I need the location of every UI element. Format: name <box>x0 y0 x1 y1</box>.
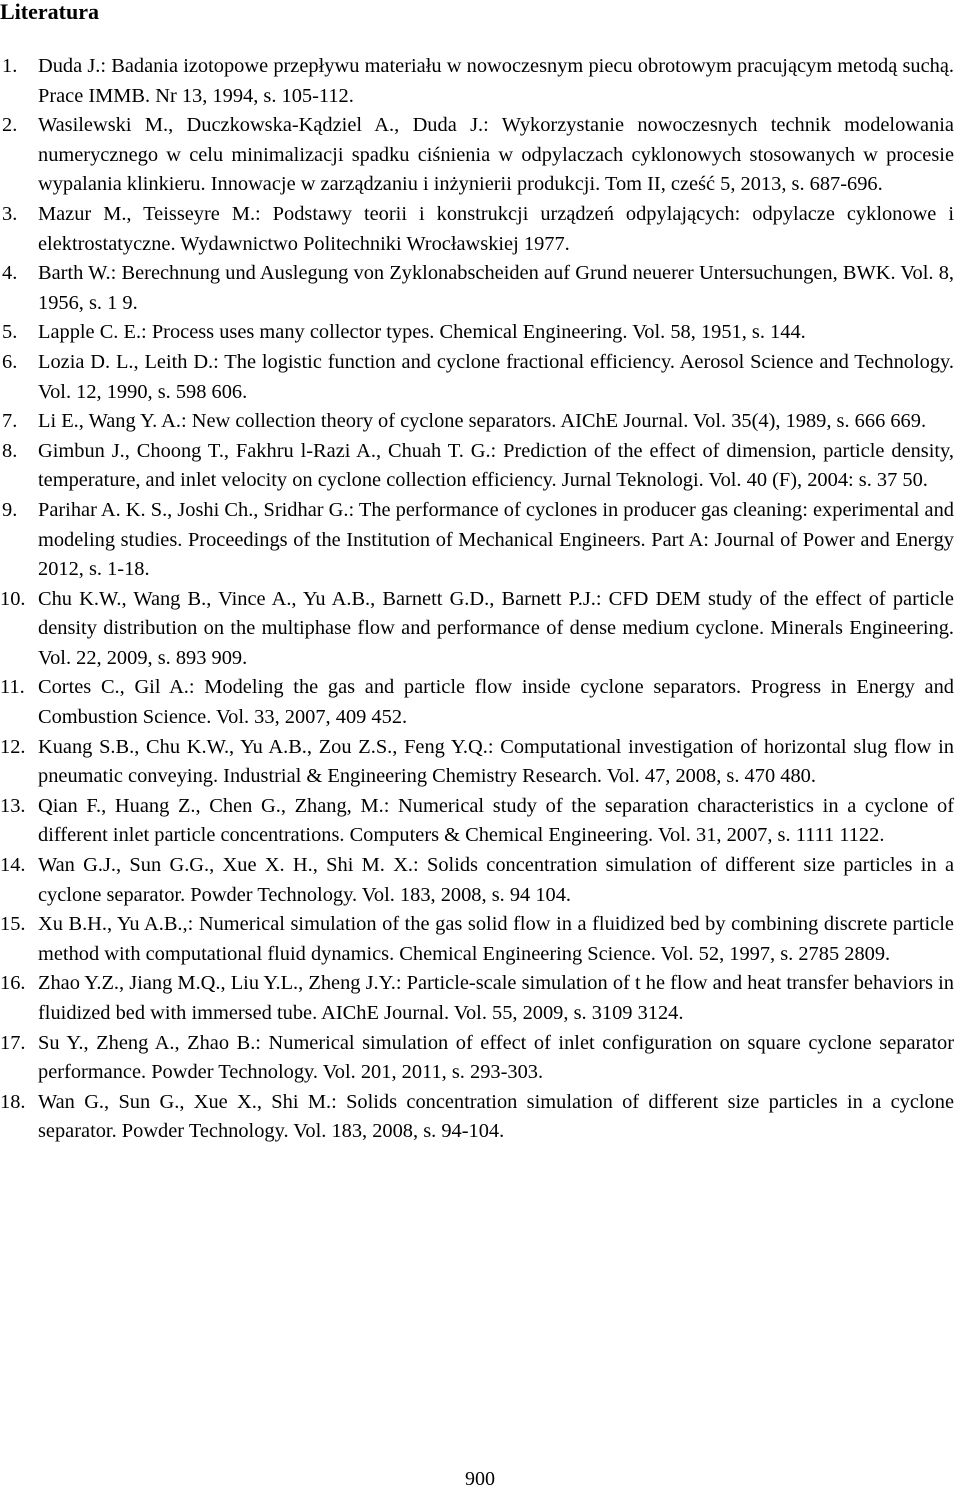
reference-text: Su Y., Zheng A., Zhao B.: Numerical simulation of effect of inlet configuration on square cyclone separator performance. Powder Technology. Vol. 201, 2011, s. 293-303. <box>38 1031 954 1084</box>
reference-item <box>0 496 954 585</box>
reference-item <box>0 259 954 318</box>
reference-number: 6. <box>2 350 18 373</box>
reference-number: 1. <box>2 55 18 77</box>
reference-item <box>0 792 954 851</box>
reference-item <box>0 52 954 111</box>
reference-item <box>0 437 954 496</box>
reference-text: Gimbun J., Choong T., Fakhru l-Razi A., Chuah T. G.: Prediction of the effect of dimension, particle density, temperature, and inlet velocity on cyclone collection efficiency. Jurnal Teknologi. Vol. 40 (F), 2004: s. 37 50. <box>38 439 954 492</box>
reference-item <box>0 111 954 200</box>
reference-text: Chu K.W., Wang B., Vince A., Yu A.B., Barnett G.D., Barnett P.J.: CFD DEM study of the effect of particle density distribution on the multiphase flow and performance of dense medium cyclone. Minerals Engineering. Vol. 22, 2009, s. 893 909. <box>38 587 954 669</box>
reference-number: 10. <box>0 587 26 610</box>
reference-text: Qian F., Huang Z., Chen G., Zhang, M.: Numerical study of the separation characteristics in a cyclone of different inlet particle concentrations. Computers & Chemical Engineering. Vol. 31, 2007, s. 1111 1122. <box>38 794 954 847</box>
reference-number: 12. <box>0 735 26 758</box>
reference-item <box>0 969 954 1028</box>
reference-item <box>0 733 954 792</box>
reference-text: Wasilewski M., Duczkowska-Kądziel A., Duda J.: Wykorzystanie nowoczesnych technik modelowania numerycznego w celu minimalizacji spadku ciśnienia w odpylaczach cyklonowych stosowanych w procesie wypalania klinkieru. Innowacje w zarządzaniu i inżynierii produkcji. Tom II, cześć 5, 2013, s. 687-696. <box>38 114 954 196</box>
reference-text: Parihar A. K. S., Joshi Ch., Sridhar G.: The performance of cyclones in producer gas cleaning: experimental and modeling studies. Proceedings of the Institution of Mechanical Engineers. Part A: Journal of Power and Energy 2012, s. 1-18. <box>38 498 954 581</box>
reference-item <box>0 1088 954 1147</box>
reference-text: Wan G., Sun G., Xue X., Shi M.: Solids concentration simulation of different size particles in a cyclone separator. Powder Technology. Vol. 183, 2008, s. 94-104. <box>38 1090 954 1143</box>
reference-item <box>0 318 954 348</box>
reference-text: Mazur M., Teisseyre M.: Podstawy teorii i konstrukcji urządzeń odpylających: odpylacze cyklonowe i elektrostatyczne. Wydawnictwo Politechniki Wrocławskiej 1977. <box>38 202 954 255</box>
reference-text: Duda J.: Badania izotopowe przepływu materiału w nowoczesnym piecu obrotowym pracującym metodą suchą. Prace IMMB. Nr 13, 1994, s. 105-112. <box>38 55 954 107</box>
reference-number: 3. <box>2 202 18 225</box>
section-heading: Literatura <box>0 0 99 24</box>
page-number: 900 <box>465 1468 495 1490</box>
reference-item <box>0 348 954 407</box>
reference-number: 9. <box>2 498 18 521</box>
reference-text: Xu B.H., Yu A.B.,: Numerical simulation of the gas solid flow in a fluidized bed by combining discrete particle method with computational fluid dynamics. Chemical Engineering Science. Vol. 52, 1997, s. 2785 2809. <box>38 913 954 965</box>
reference-text: Kuang S.B., Chu K.W., Yu A.B., Zou Z.S., Feng Y.Q.: Computational investigation of horizontal slug flow in pneumatic conveying. Industrial & Engineering Chemistry Research. Vol. 47, 2008, s. 470 480. <box>38 735 954 788</box>
reference-number: 17. <box>0 1031 26 1054</box>
reference-item <box>0 910 954 969</box>
reference-text: Wan G.J., Sun G.G., Xue X. H., Shi M. X.: Solids concentration simulation of different size particles in a cyclone separator. Powder Technology. Vol. 183, 2008, s. 94 104. <box>38 854 954 906</box>
reference-text: Cortes C., Gil A.: Modeling the gas and particle flow inside cyclone separators. Progress in Energy and Combustion Science. Vol. 33, 2007, 409 452. <box>38 676 954 729</box>
reference-text: Li E., Wang Y. A.: New collection theory of cyclone separators. AIChE Journal. Vol. 35(4), 1989, s. 666 669. <box>38 410 927 433</box>
reference-item <box>0 407 954 437</box>
reference-item <box>0 673 954 732</box>
reference-number: 18. <box>0 1090 26 1113</box>
reference-number: 8. <box>2 439 18 462</box>
reference-item <box>0 585 954 674</box>
reference-number: 4. <box>2 262 18 285</box>
reference-text: Lozia D. L., Leith D.: The logistic function and cyclone fractional efficiency. Aerosol Science and Technology. Vol. 12, 1990, s. 598 606. <box>38 350 954 403</box>
reference-number: 11. <box>0 676 25 699</box>
reference-number: 2. <box>2 114 18 137</box>
reference-item <box>0 851 954 910</box>
reference-number: 13. <box>0 794 26 817</box>
reference-number: 15. <box>0 913 26 936</box>
reference-number: 7. <box>2 410 18 433</box>
reference-number: 5. <box>2 321 18 344</box>
reference-number: 16. <box>0 972 26 995</box>
reference-item <box>0 1029 954 1088</box>
reference-list <box>0 52 954 1147</box>
reference-text: Barth W.: Berechnung und Auslegung von Zyklonabscheiden auf Grund neuerer Untersuchungen, BWK. Vol. 8, 1956, s. 1 9. <box>38 262 954 314</box>
reference-text: Zhao Y.Z., Jiang M.Q., Liu Y.L., Zheng J.Y.: Particle-scale simulation of t he flow and heat transfer behaviors in fluidized bed with immersed tube. AIChE Journal. Vol. 55, 2009, s. 3109 3124. <box>38 972 954 1024</box>
reference-number: 14. <box>0 854 26 877</box>
reference-text: Lapple C. E.: Process uses many collector types. Chemical Engineering. Vol. 58, 1951, s. 144. <box>38 321 806 344</box>
reference-item <box>0 200 954 259</box>
